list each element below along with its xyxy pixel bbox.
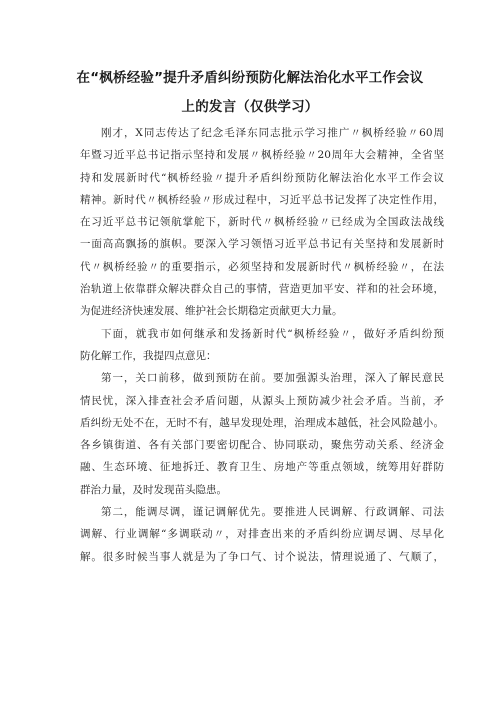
text-line: 年暨习近平总书记指示坚持和发展〃枫桥经验〃20周年大会精神，全省坚 (80, 149, 444, 162)
text-line: 下面，就我市如何继承和发扬新时代“枫桥经验〃，做好矛盾纠纷预 (101, 327, 444, 340)
paragraph (80, 501, 444, 568)
text-line: 持和发展新时代“枫桥经验〃提升矛盾纠纷预防化解法治化水平工作会议 (80, 171, 444, 184)
text-line: 调解、行业调解“多调联动〃，对排查出来的矛盾纠纷应调尽调、尽早化 (80, 528, 444, 541)
paragraph (80, 367, 444, 501)
document-title-line-1: 在“枫桥经验”提升矛盾纠纷预防化解法治化水平工作会议 (76, 70, 424, 86)
text-line: 各乡镇街道、各有关部门要密切配合、协同联动，聚焦劳动关系、经济金 (80, 439, 444, 452)
text-line: 精神。新时代〃枫桥经验〃形成过程中，习近平总书记发挥了决定性作用， (80, 193, 444, 206)
text-line: 刚才，X同志传达了纪念毛泽东同志批示学习推广〃枫桥经验〃60周 (101, 127, 444, 139)
text-line: 情民忧，深入排查社会矛盾问题，从源头上预防减少社会矛盾。当前，矛 (80, 394, 444, 407)
text-line: 群治力量，及时发现苗头隐患。 (80, 483, 227, 496)
text-line: 治轨道上依靠群众解决群众自己的事情，营造更加平安、祥和的社会环境， (80, 283, 444, 296)
text-line: 代〃枫桥经验〃的重要指示，必须坚持和发展新时代〃枫桥经验〃，在法 (80, 260, 444, 273)
text-line: 融、生态环境、征地拆迁、教育卫生、房地产等重点领域，统筹用好群防 (80, 461, 444, 474)
text-line: 盾纠纷无处不在，无时不有，越早发现处理，治理成本越低，社会风险越小。 (80, 416, 444, 429)
text-line: 解。很多时候当事人就是为了争口气、讨个说法，情理说通了、气顺了， (80, 550, 444, 563)
text-line: 一面高高飘扬的旗帜。要深入学习领悟习近平总书记有关坚持和发展新时 (80, 238, 444, 251)
text-line: 在习近平总书记领航掌舵下，新时代〃枫桥经验〃已经成为全国政法战线 (80, 216, 444, 229)
document-body (80, 122, 444, 568)
text-line: 为促进经济快速发展、维护社会长期稳定贡献更大力量。 (80, 305, 343, 318)
text-line: 第二，能调尽调，谨记调解优先。要推进人民调解、行政调解、司法 (101, 506, 444, 519)
text-line: 第一，关口前移，做到预防在前。要加强源头治理，深入了解民意民 (101, 372, 444, 385)
paragraph (80, 323, 444, 368)
text-line: 防化解工作，我提四点意见： (80, 349, 217, 362)
paragraph (80, 122, 444, 323)
document-title-line-2: 上的发言（仅供学习） (181, 99, 319, 115)
